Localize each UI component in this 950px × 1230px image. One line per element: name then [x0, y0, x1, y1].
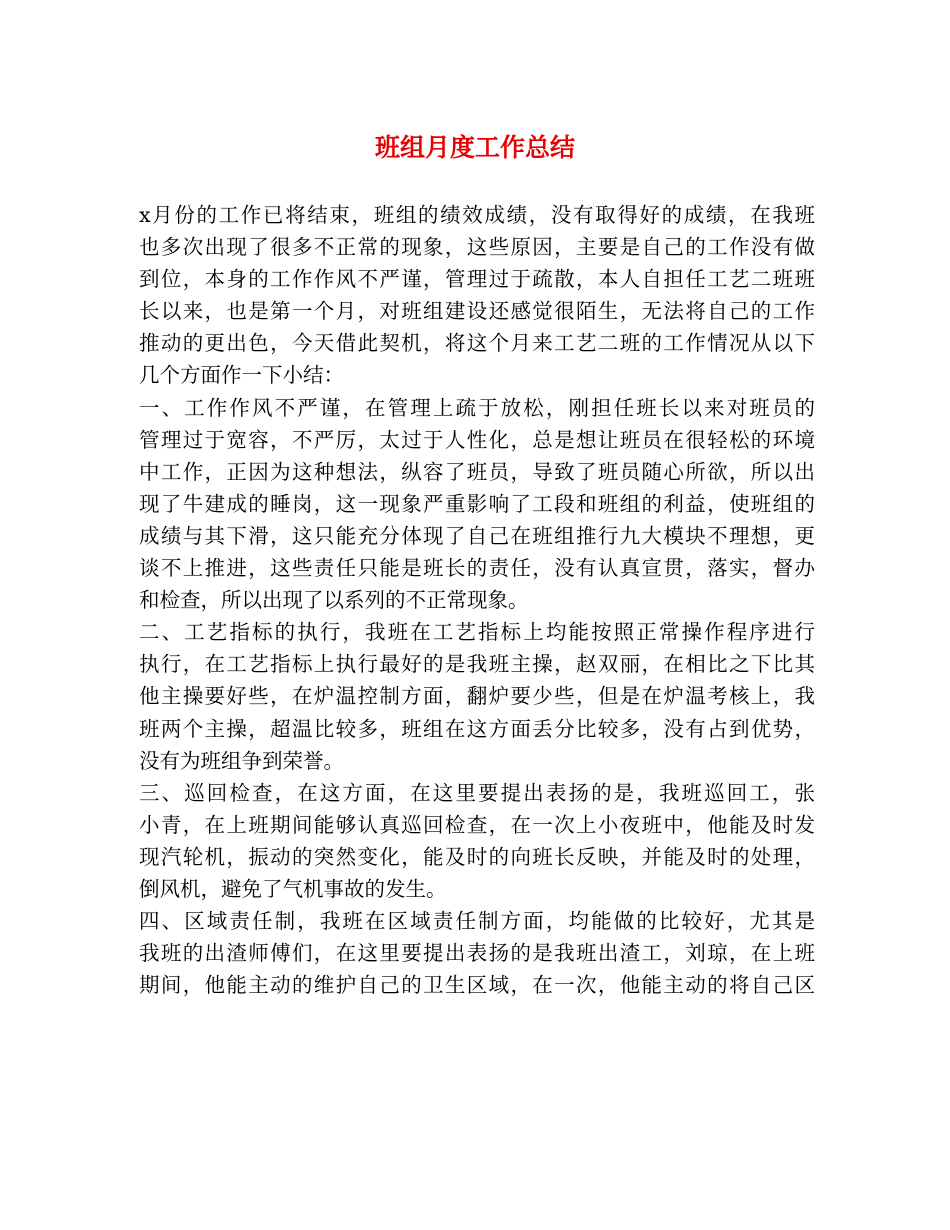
- body-text-line: 谈不上推进，这些责任只能是班长的责任，没有认真宣贯，落实，督办: [139, 556, 815, 581]
- body-text-line: 一、工作作风不严谨，在管理上疏于放松，刚担任班长以来对班员的: [139, 395, 815, 420]
- body-text-line: 四、区域责任制，我班在区域责任制方面，均能做的比较好，尤其是: [139, 909, 815, 934]
- body-text-line: 班两个主操，超温比较多，班组在这方面丢分比较多，没有占到优势，: [139, 716, 815, 741]
- body-text-line: 倒风机，避免了气机事故的发生。: [139, 876, 447, 901]
- body-text-line: 成绩与其下滑，这只能充分体现了自己在班组推行九大模块不理想，更: [139, 523, 815, 548]
- body-text-line: 现汽轮机，振动的突然变化，能及时的向班长反映，并能及时的处理，: [139, 844, 815, 869]
- body-text-line: 他主操要好些，在炉温控制方面，翻炉要少些，但是在炉温考核上，我: [139, 684, 815, 709]
- body-text-line: 我班的出渣师傅们，在这里要提出表扬的是我班出渣工，刘琼，在上班: [139, 941, 815, 966]
- body-text-line: 执行，在工艺指标上执行最好的是我班主操，赵双丽，在相比之下比其: [139, 652, 815, 677]
- document-body: [139, 199, 815, 1001]
- body-text-line: 长以来，也是第一个月，对班组建设还感觉很陌生，无法将自己的工作: [139, 299, 815, 324]
- body-text-line: 小青，在上班期间能够认真巡回检查，在一次上小夜班中，他能及时发: [139, 812, 815, 837]
- body-text-line: 三、巡回检查，在这方面，在这里要提出表扬的是，我班巡回工，张: [139, 780, 815, 805]
- body-text-line: 和检查，所以出现了以系列的不正常现象。: [139, 588, 529, 613]
- body-text-line: 几个方面作一下小结：: [139, 363, 344, 388]
- body-text-line: 没有为班组争到荣誉。: [139, 748, 344, 773]
- body-text-line: 到位，本身的工作作风不严谨，管理过于疏散，本人自担任工艺二班班: [139, 267, 815, 292]
- body-text-line: 中工作，正因为这种想法，纵容了班员，导致了班员随心所欲，所以出: [139, 459, 815, 484]
- body-text-line: 现了牛建成的睡岗，这一现象严重影响了工段和班组的利益，使班组的: [139, 491, 815, 516]
- body-text-line: 期间，他能主动的维护自己的卫生区域，在一次，他能主动的将自己区: [139, 973, 815, 998]
- body-text-line: 也多次出现了很多不正常的现象，这些原因，主要是自己的工作没有做: [139, 235, 815, 260]
- body-text-line: x月份的工作已将结束，班组的绩效成绩，没有取得好的成绩，在我班: [139, 203, 815, 227]
- document-title: 班组月度工作总结: [374, 133, 575, 162]
- body-text-line: 推动的更出色，今天借此契机，将这个月来工艺二班的工作情况从以下: [139, 331, 815, 356]
- body-text-line: 二、工艺指标的执行，我班在工艺指标上均能按照正常操作程序进行: [139, 620, 815, 645]
- body-text-line: 管理过于宽容，不严厉，太过于人性化，总是想让班员在很轻松的环境: [139, 427, 815, 452]
